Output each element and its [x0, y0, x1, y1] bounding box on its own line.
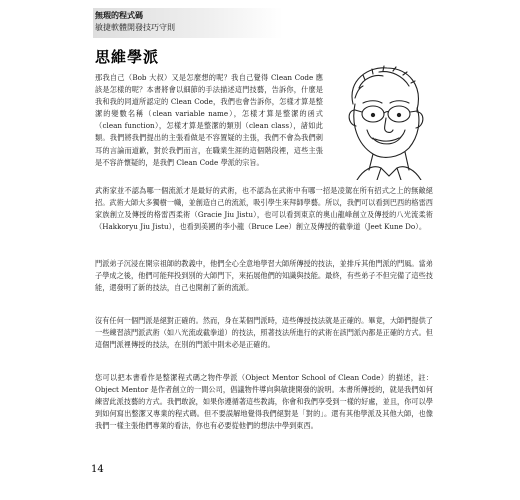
paragraph-4: 沒有任何一個門派是絕對正確的。然而，身在某個門派時，這些傳授技法就是正確的。畢竟，大師們提供了一些練習該門派武術（如八光流或截拳道）的技法，照著技法所進行的武術在該門派內都是正確的方式。但這個門派裡傳授的技法，在別的門派中則未必是正確的。 — [95, 316, 433, 350]
running-head-title: 無瑕的程式碼 — [95, 11, 143, 20]
paragraph-3: 門派弟子沉浸在開宗祖師的教義中，他們全心全意地學習大師所傳授的技法，並排斥其他門派的門風。當弟子學成之後，他們可能拜投到別的大師門下，來拓展他們的知識與技能。最終，有些弟子不但完備了這些技能，還發明了新的技法，自己也開創了新的流派。 — [95, 259, 433, 293]
page-number: 14 — [91, 464, 104, 475]
section-title: 思維學派 — [95, 48, 160, 66]
paragraph-2: 武術家並不認為哪一個流派才是最好的武術，也不認為在武術中有哪一招是凌駕在所有招式之上的無敵絕招。武術大師大多獨樹一幟，並創造自己的流派，吸引學生來拜師學藝。所以，我們可以看到巴西的格雷西家族創立及傳授的格雷西柔術（Gracie Jiu Jistu），也可以看到東京的奧山龍峰創立及傳授的八光流柔術（Hakkoryu Jiu Jistu），也看到美國的李小龍（Bruce Lee）創立及傳授的截拳道（Jeet Kune Do）。 — [95, 186, 433, 232]
paragraph-1: 那我自己（Bob 大叔）又是怎麼想的呢？我自己覺得 Clean Code 應該是怎樣的呢？本書將會以細節的手法描述這門技藝，告訴你，什麼是我和我的同道所認定的 Clean Code，我們也會告訴你，怎樣才算是整潔的變數名稱（clean variable name），怎樣才算是整潔的函式（clean function），怎樣才算是整潔的類別（clean class），諸如此類。我們將我們提出的主張看做是不容置疑的主張，我們不會為我們刺耳的言論而道歉，對於我們而言，在職業生涯的這個階段裡，這些主張是不容許懷疑的，是我們 Clean Code 學派的宗旨。 — [95, 73, 323, 167]
running-head — [93, 8, 293, 42]
portrait-illustration — [329, 58, 433, 180]
paragraph-5: 您可以把本書看作是整潔程式碼之物件學派（Object Mentor School of Clean Code）的描述，註：Object Mentor 是作者創立的一間公司，倡議物件導向與敏捷開發的說明。本書所傳授的，就是我們如何練習此派技藝的方式。我們敢說，如果你遵循著這些教誨，你會和我們享受到一樣的好處，並且，你可以學到如何寫出整潔又專業的程式碼。但不要誤解地覺得我們絕對是「對的」。還有其他學派及其他大師，也像我們一樣主張他們專業的看法，你也有必要從他們的想法中學到東西。 — [95, 373, 433, 431]
running-head-subtitle: 敏捷軟體開發技巧守則 — [95, 23, 175, 32]
